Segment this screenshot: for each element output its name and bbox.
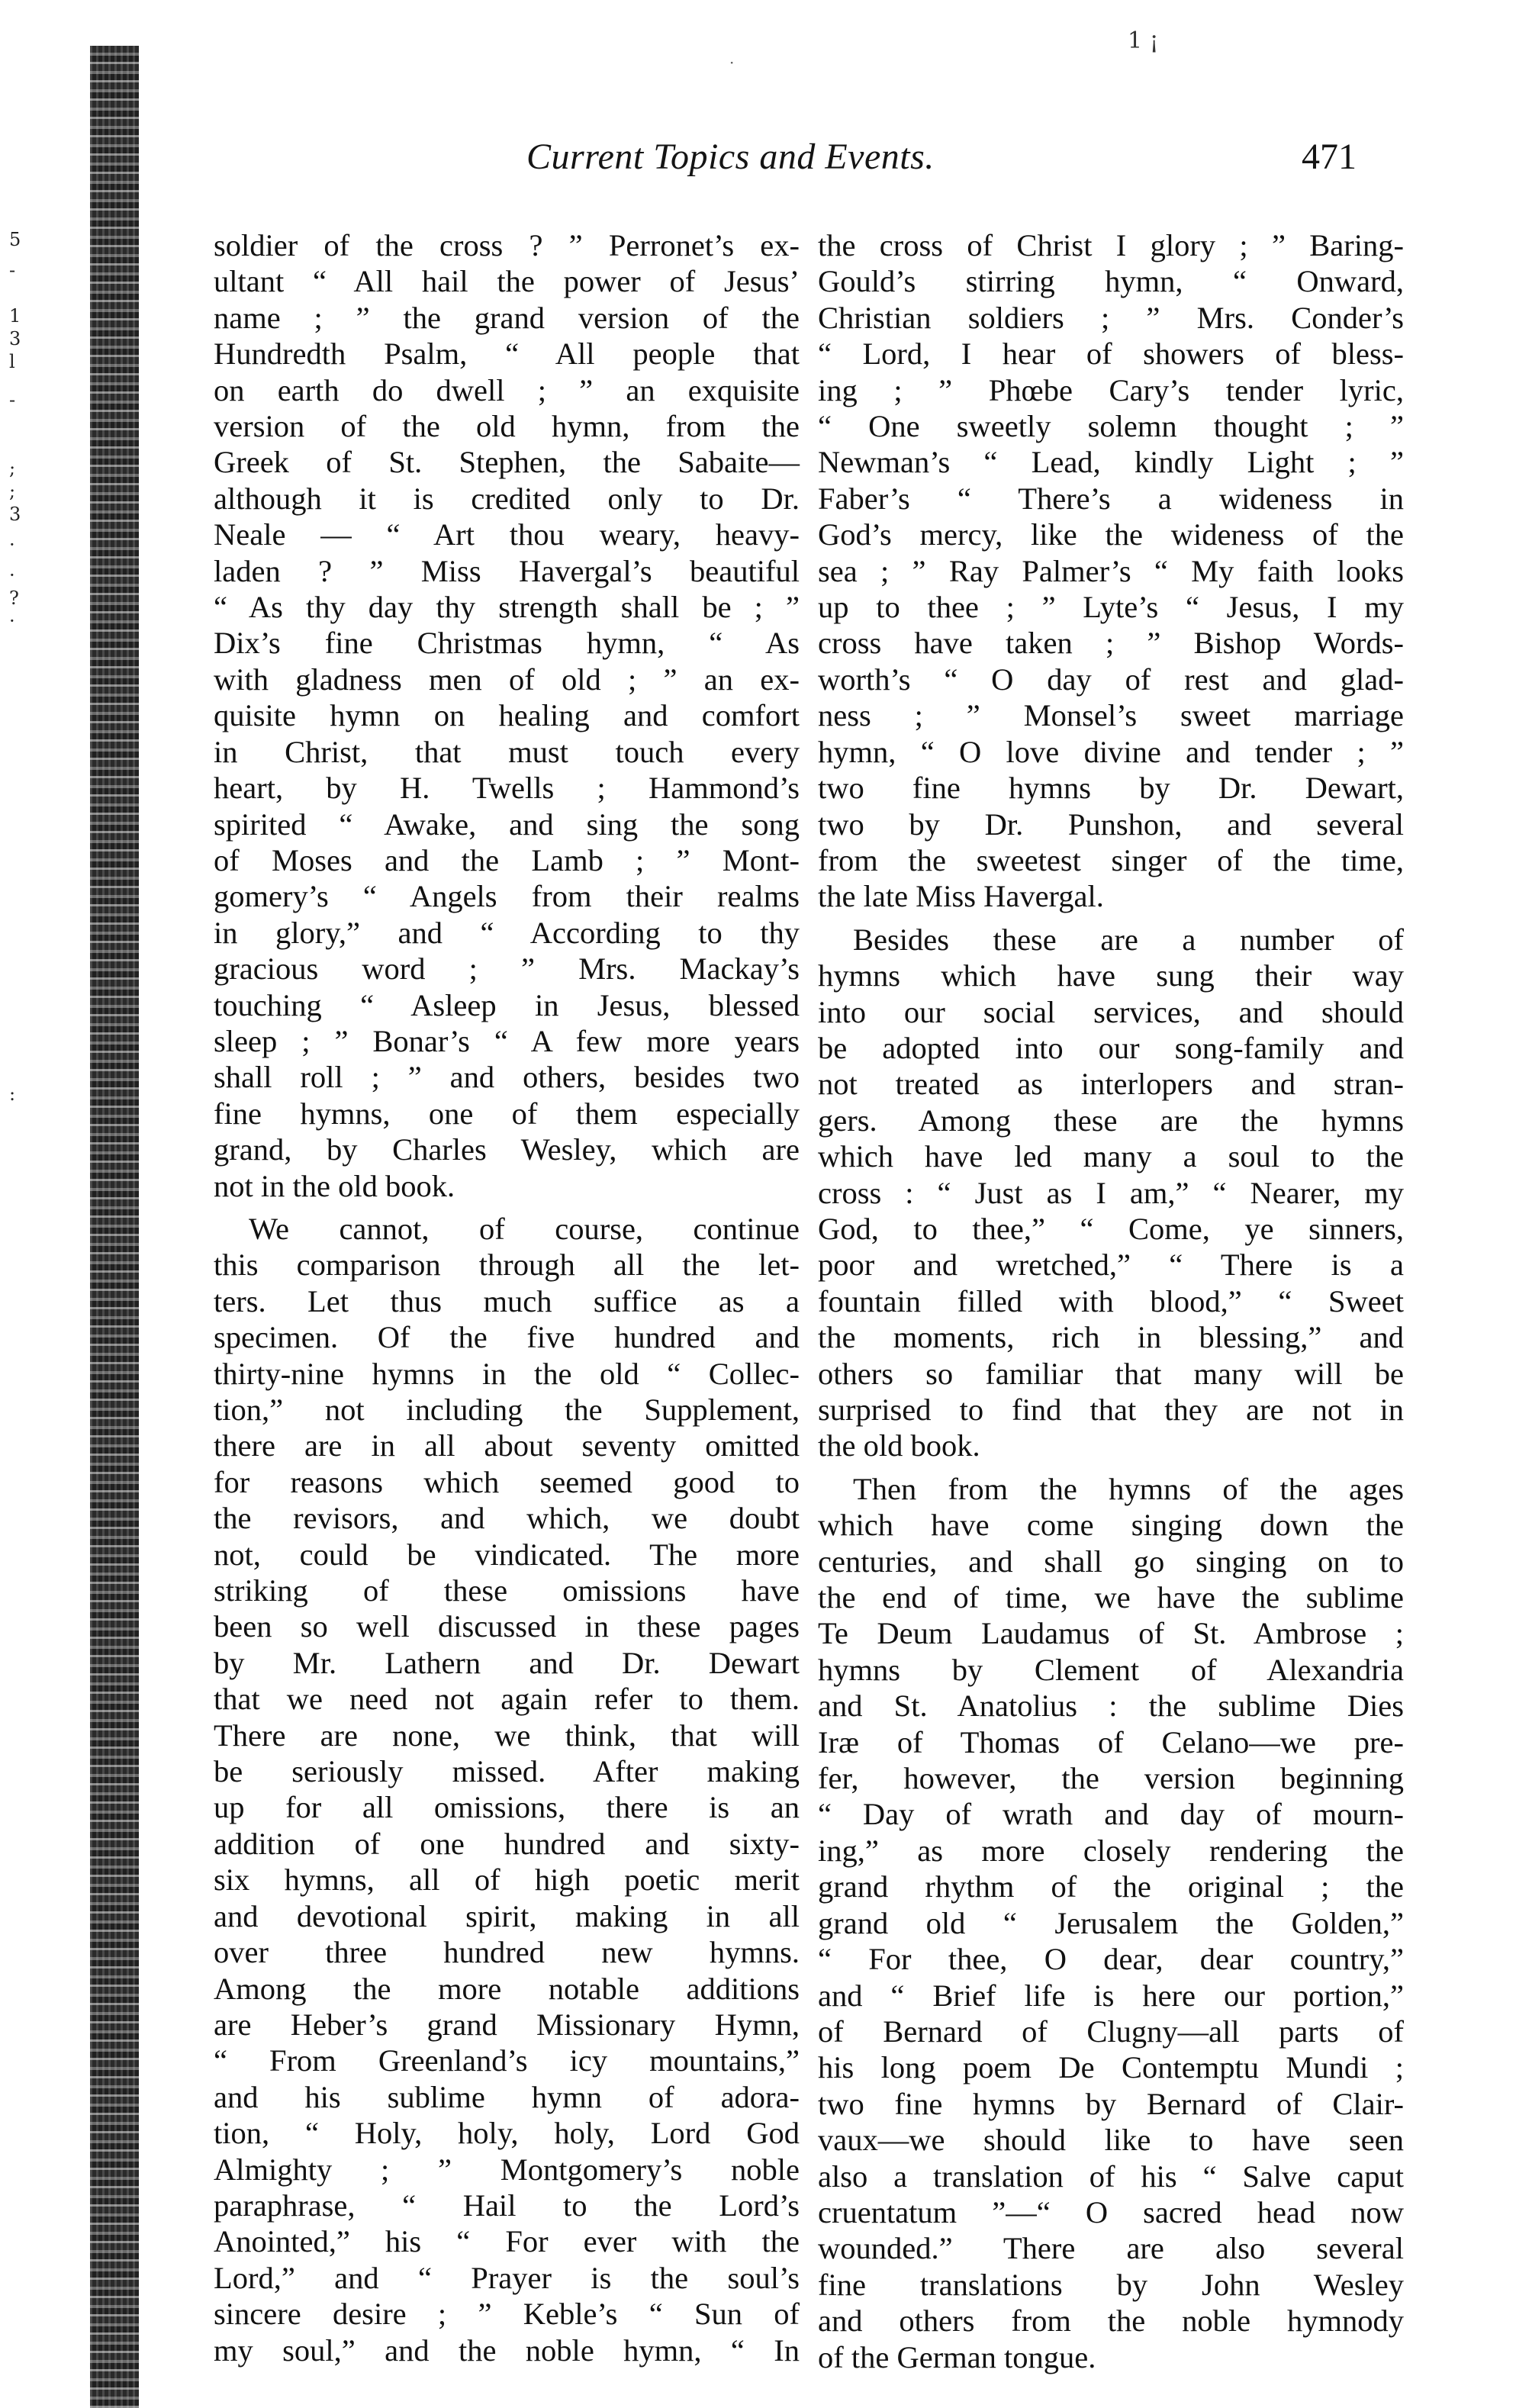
- text-line: and “ Brief life is here our portion,”: [818, 1978, 1404, 2013]
- left-column: [214, 227, 800, 2368]
- text-line: “ One sweetly solemn thought ; ”: [818, 409, 1404, 444]
- text-line: and others from the noble hymnody: [818, 2303, 1404, 2339]
- text-line: that we need not again refer to them.: [214, 1682, 800, 1717]
- margin-mark: 1: [9, 305, 21, 327]
- text-line: sincere desire ; ” Keble’s “ Sun of: [214, 2297, 800, 2332]
- text-line: tion,” not including the Supplement,: [214, 1392, 800, 1427]
- paragraph-gap: [818, 1464, 1404, 1471]
- text-line: Hundredth Psalm, “ All people that: [214, 336, 800, 372]
- text-line: Faber’s “ There’s a wideness in: [818, 481, 1404, 516]
- page-number: 471: [1302, 137, 1357, 177]
- text-line: the old book.: [818, 1428, 980, 1463]
- text-line: fountain filled with blood,” “ Sweet: [818, 1283, 1404, 1318]
- text-line: are Heber’s grand Missionary Hymn,: [214, 2007, 800, 2042]
- text-line: over three hundred new hymns.: [214, 1935, 800, 1970]
- text-line: with gladness men of old ; ” an ex-: [214, 662, 800, 697]
- margin-mark: -: [9, 389, 16, 410]
- text-line: wounded.” There are also several: [818, 2231, 1404, 2266]
- paragraph-gap: [818, 915, 1404, 922]
- text-line: spirited “ Awake, and sing the song: [214, 806, 800, 842]
- text-line: paraphrase, “ Hail to the Lord’s: [214, 2187, 800, 2223]
- text-line: “ Day of wrath and day of mourn-: [818, 1797, 1404, 1832]
- text-line: Greek of St. Stephen, the Sabaite—: [214, 445, 800, 480]
- text-line: hymns which have sung their way: [818, 958, 1404, 993]
- text-line: which have led many a soul to the: [818, 1139, 1404, 1174]
- text-line: six hymns, all of high poetic merit: [214, 1862, 800, 1898]
- text-line: by Mr. Lathern and Dr. Dewart: [214, 1645, 800, 1680]
- text-line: shall roll ; ” and others, besides two: [214, 1060, 800, 1095]
- text-line: cross : “ Just as I am,” “ Nearer, my: [818, 1175, 1404, 1210]
- text-line: the late Miss Havergal.: [818, 879, 1104, 914]
- text-line: “ Lord, I hear of showers of bless-: [818, 336, 1404, 372]
- text-line: ultant “ All hail the power of Jesus’: [214, 264, 800, 299]
- text-line: Among the more notable additions: [214, 1971, 800, 2006]
- text-line: others so familiar that many will be: [818, 1356, 1404, 1391]
- text-line: and St. Anatolius : the sublime Dies: [818, 1688, 1404, 1724]
- text-line: in Christ, that must touch every: [214, 734, 800, 769]
- text-line: this comparison through all the let-: [214, 1247, 800, 1283]
- text-line: for reasons which seemed good to: [214, 1464, 800, 1499]
- text-line: surprised to find that they are not in: [818, 1392, 1404, 1427]
- text-line: ness ; ” Monsel’s sweet marriage: [818, 698, 1404, 733]
- text-line: poor and wretched,” “ There is a: [818, 1247, 1404, 1283]
- text-line: the moments, rich in blessing,” and: [818, 1320, 1404, 1355]
- text-line: ing,” as more closely rendering the: [818, 1833, 1404, 1868]
- text-line: be adopted into our song-family and: [818, 1030, 1404, 1065]
- text-line: striking of these omissions have: [214, 1573, 800, 1608]
- text-line: cross have taken ; ” Bishop Words-: [818, 626, 1404, 661]
- text-line: There are none, we think, that will: [214, 1717, 800, 1753]
- text-line: the end of time, we have the sublime: [818, 1580, 1404, 1615]
- text-line: be seriously missed. After making: [214, 1754, 800, 1789]
- text-line: centuries, and shall go singing on to: [818, 1544, 1404, 1579]
- right-column: [818, 227, 1404, 2375]
- text-line: up for all omissions, there is an: [214, 1790, 800, 1825]
- text-line: Lord,” and “ Prayer is the soul’s: [214, 2260, 800, 2295]
- margin-mark: 5: [9, 229, 21, 250]
- text-line: Iræ of Thomas of Celano—we pre-: [818, 1724, 1404, 1759]
- text-line: two fine hymns by Dr. Dewart,: [818, 771, 1404, 806]
- text-line: name ; ” the grand version of the: [214, 300, 800, 335]
- text-line: soldier of the cross ? ” Perronet’s ex-: [214, 228, 800, 262]
- text-line: Te Deum Laudamus of St. Ambrose ;: [818, 1616, 1404, 1651]
- text-line: God’s mercy, like the wideness of the: [818, 517, 1404, 552]
- margin-mark: ·: [9, 534, 15, 555]
- text-line: although it is credited only to Dr.: [214, 481, 800, 516]
- text-line: his long poem De Contemptu Mundi ;: [818, 2050, 1404, 2085]
- text-line: Almighty ; ” Montgomery’s noble: [214, 2152, 800, 2187]
- text-line: up to thee ; ” Lyte’s “ Jesus, I my: [818, 590, 1404, 625]
- text-line: of Bernard of Clugny—all parts of: [818, 2014, 1404, 2049]
- text-line: Anointed,” his “ For ever with the: [214, 2224, 800, 2259]
- stray-dot: ·: [729, 53, 735, 72]
- text-line: hymns by Clement of Alexandria: [818, 1652, 1404, 1687]
- paragraph-gap: [214, 1204, 800, 1211]
- text-line: and devotional spirit, making in all: [214, 1898, 800, 1933]
- text-line: specimen. Of the five hundred and: [214, 1320, 800, 1355]
- text-line: “ From Greenland’s icy mountains,”: [214, 2043, 800, 2078]
- text-line: my soul,” and the noble hymn, “ In: [214, 2332, 800, 2368]
- text-line: tion, “ Holy, holy, holy, Lord God: [214, 2116, 800, 2151]
- text-line: version of the old hymn, from the: [214, 409, 800, 444]
- text-line: sleep ; ” Bonar’s “ A few more years: [214, 1023, 800, 1058]
- margin-mark: :: [9, 1083, 16, 1105]
- text-line: “ For thee, O dear, dear country,”: [818, 1942, 1404, 1977]
- text-line: laden ? ” Miss Havergal’s beautiful: [214, 553, 800, 588]
- text-line: not treated as interlopers and stran-: [818, 1067, 1404, 1102]
- text-line: the cross of Christ I glory ; ” Baring-: [818, 228, 1404, 262]
- text-line: vaux—we should like to have seen: [818, 2123, 1404, 2158]
- text-line: into our social services, and should: [818, 994, 1404, 1029]
- text-line: thirty-nine hymns in the old “ Collec-: [214, 1356, 800, 1391]
- text-line: Dix’s fine Christmas hymn, “ As: [214, 626, 800, 661]
- text-line: been so well discussed in these pages: [214, 1609, 800, 1644]
- text-line: “ As thy day thy strength shall be ; ”: [214, 590, 800, 625]
- text-line: of the German tongue.: [818, 2339, 1096, 2374]
- text-line: in glory,” and “ According to thy: [214, 915, 800, 950]
- text-line: hymn, “ O love divine and tender ; ”: [818, 734, 1404, 769]
- text-line: God, to thee,” “ Come, ye sinners,: [818, 1211, 1404, 1246]
- text-line: Neale — “ Art thou weary, heavy-: [214, 517, 800, 552]
- text-line: touching “ Asleep in Jesus, blessed: [214, 987, 800, 1022]
- text-line: grand rhythm of the original ; the: [818, 1869, 1404, 1904]
- margin-mark: ?: [9, 588, 19, 609]
- text-line: sea ; ” Ray Palmer’s “ My faith looks: [818, 553, 1404, 588]
- margin-mark: 3: [9, 504, 21, 525]
- text-line: heart, by H. Twells ; Hammond’s: [214, 771, 800, 806]
- text-line: fine hymns, one of them especially: [214, 1096, 800, 1131]
- text-line: and his sublime hymn of adora-: [214, 2079, 800, 2114]
- text-line: Newman’s “ Lead, kindly Light ; ”: [818, 445, 1404, 480]
- text-line: fine translations by John Wesley: [818, 2267, 1404, 2302]
- text-line: gers. Among these are the hymns: [818, 1103, 1404, 1138]
- text-line: Christian soldiers ; ” Mrs. Conder’s: [818, 300, 1404, 335]
- text-line: Then from the hymns of the ages: [853, 1471, 1404, 1506]
- text-line: on earth do dwell ; ” an exquisite: [214, 372, 800, 407]
- text-line: there are in all about seventy omitted: [214, 1428, 800, 1463]
- margin-mark: ;: [9, 481, 16, 502]
- text-line: from the sweetest singer of the time,: [818, 842, 1404, 877]
- text-line: not in the old book.: [214, 1168, 455, 1203]
- margin-mark: l: [9, 351, 15, 372]
- text-line: two fine hymns by Bernard of Clair-: [818, 2086, 1404, 2121]
- text-line: grand, by Charles Wesley, which are: [214, 1132, 800, 1167]
- text-line: gomery’s “ Angels from their realms: [214, 879, 800, 914]
- text-line: also a translation of his “ Salve caput: [818, 2159, 1404, 2194]
- text-line: not, could be vindicated. The more: [214, 1537, 800, 1572]
- margin-mark: ·: [9, 610, 15, 632]
- text-line: the revisors, and which, we doubt: [214, 1501, 800, 1536]
- text-line: addition of one hundred and sixty-: [214, 1826, 800, 1861]
- margin-mark: ·: [9, 565, 15, 586]
- text-line: which have come singing down the: [818, 1508, 1404, 1543]
- text-line: fer, however, the version beginning: [818, 1761, 1404, 1796]
- text-line: We cannot, of course, continue: [249, 1211, 800, 1246]
- text-line: of Moses and the Lamb ; ” Mont-: [214, 842, 800, 877]
- text-line: cruentatum ”—“ O sacred head now: [818, 2194, 1404, 2229]
- page-binding-edge: [90, 46, 139, 2408]
- text-line: Besides these are a number of: [853, 922, 1404, 957]
- text-line: ters. Let thus much suffice as a: [214, 1283, 800, 1318]
- running-head: Current Topics and Events.: [526, 137, 935, 177]
- text-line: ing ; ” Phœbe Cary’s tender lyric,: [818, 372, 1404, 407]
- text-line: gracious word ; ” Mrs. Mackay’s: [214, 951, 800, 987]
- margin-mark: -: [9, 259, 16, 281]
- text-line: two by Dr. Punshon, and several: [818, 806, 1404, 842]
- text-line: grand old “ Jerusalem the Golden,”: [818, 1905, 1404, 1940]
- text-line: quisite hymn on healing and comfort: [214, 698, 800, 733]
- margin-mark: ;: [9, 458, 16, 479]
- margin-mark: 3: [9, 328, 21, 349]
- top-marks: 1 ¡: [1128, 27, 1159, 54]
- text-line: worth’s “ O day of rest and glad-: [818, 662, 1404, 697]
- text-line: Gould’s stirring hymn, “ Onward,: [818, 264, 1404, 299]
